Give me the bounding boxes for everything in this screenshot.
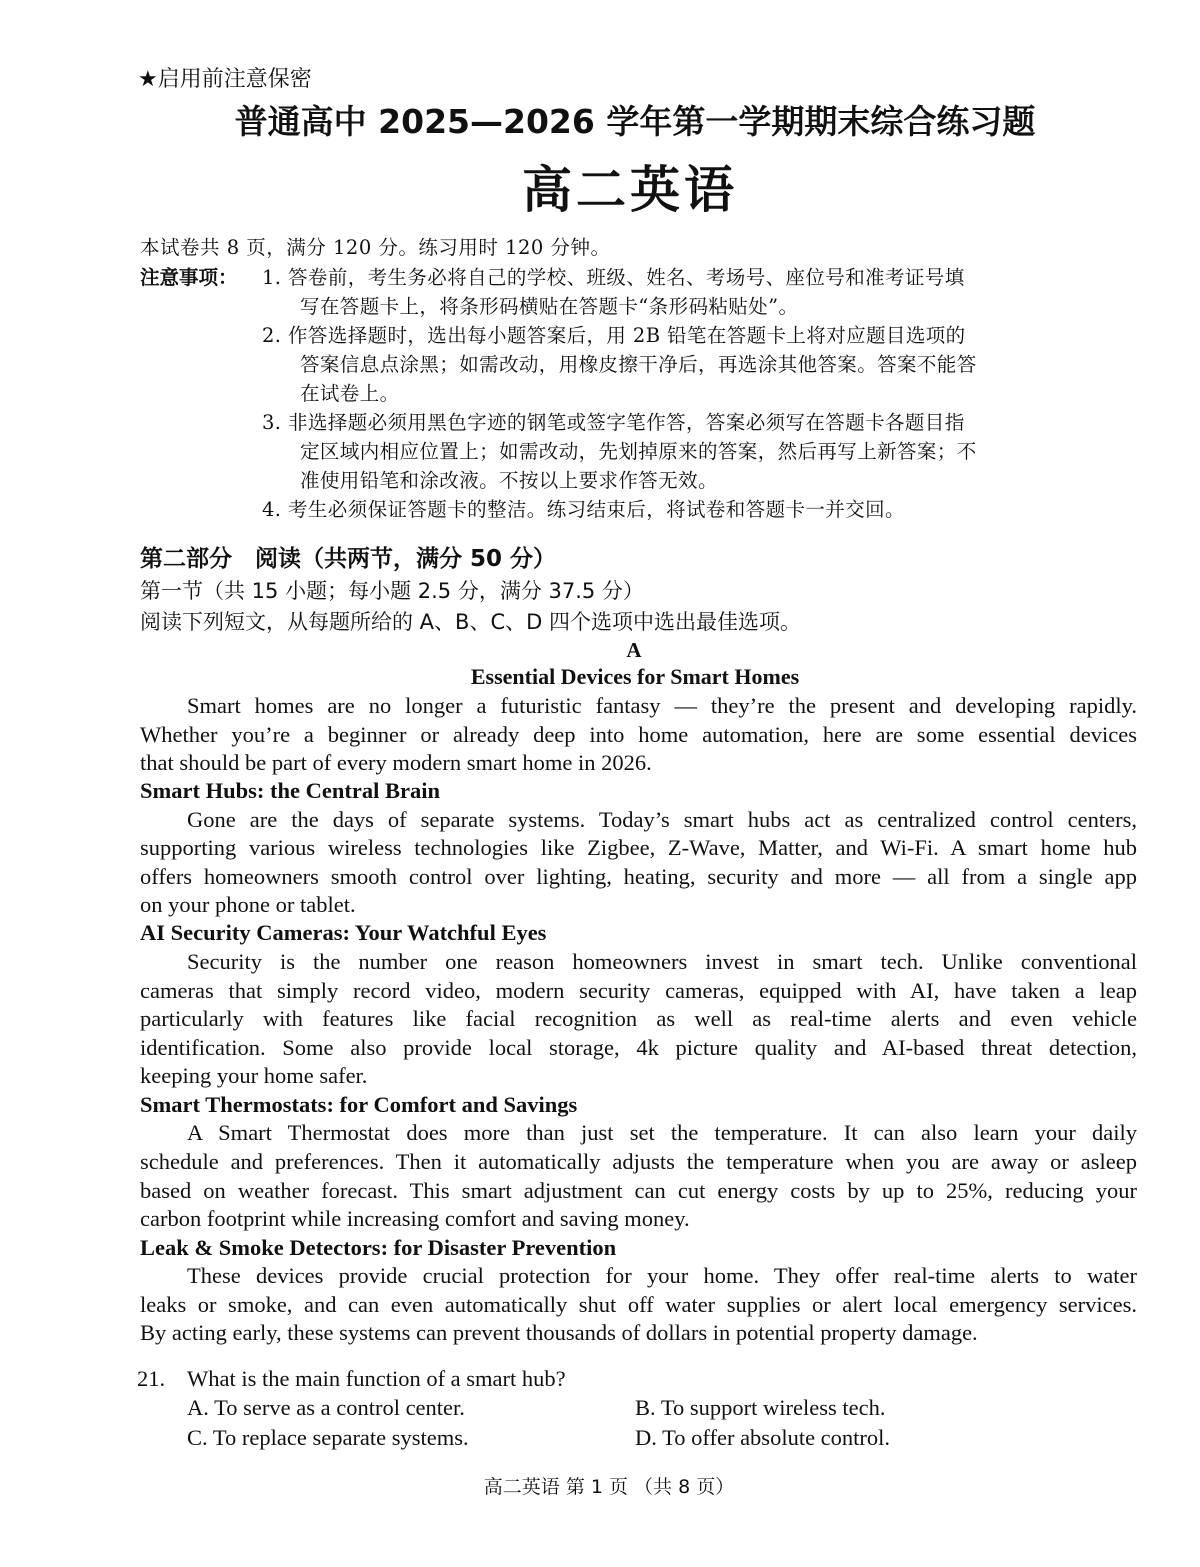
passage-subheading: Smart Hubs: the Central Brain <box>140 778 440 803</box>
note-line: 1. 答卷前，考生务必将自己的学校、班级、姓名、考场号、座位号和准考证号填 <box>262 266 965 289</box>
exam-info-line: 本试卷共 8 页，满分 120 分。练习用时 120 分钟。 <box>140 236 611 259</box>
note-line: 2. 作答选择题时，选出每小题答案后，用 2B 铅笔在答题卡上将对应题目选项的 <box>262 324 966 347</box>
passage-line: Whether you’re a beginner or already deep into home automation, here are some essential devices <box>140 722 1137 747</box>
passage-subheading: AI Security Cameras: Your Watchful Eyes <box>140 920 547 945</box>
passage-line: identification. Some also provide local storage, 4k picture quality and AI-based threat detection, <box>140 1035 1137 1060</box>
note-line: 定区域内相应位置上；如需改动，先划掉原来的答案，然后再写上新答案；不 <box>300 440 977 463</box>
passage-subheading: Leak & Smoke Detectors: for Disaster Prevention <box>140 1235 617 1260</box>
option-b: B. To support wireless tech. <box>635 1395 886 1420</box>
passage-line: that should be part of every modern smart home in 2026. <box>140 750 652 775</box>
section-heading: 第二部分 阅读（共两节，满分 50 分） <box>140 546 557 572</box>
passage-line: keeping your home safer. <box>140 1063 368 1088</box>
passage-line: Security is the number one reason homeowners invest in smart tech. Unlike conventional <box>187 949 1137 974</box>
exam-title: 普通高中 2025—2026 学年第一学期期末综合练习题 <box>234 102 1036 141</box>
passage-line: Smart homes are no longer a futuristic fantasy — they’re the present and developing rapidly. <box>187 693 1137 718</box>
passage-line: carbon footprint while increasing comfort and saving money. <box>140 1206 690 1231</box>
passage-line: By acting early, these systems can prevent thousands of dollars in potential property damage. <box>140 1320 978 1345</box>
option-a: A. To serve as a control center. <box>187 1395 465 1420</box>
section-instruction: 阅读下列短文，从每题所给的 A、B、C、D 四个选项中选出最佳选项。 <box>140 610 801 634</box>
note-line: 准使用铅笔和涂改液。不按以上要求作答无效。 <box>300 469 718 492</box>
note-line: 在试卷上。 <box>300 382 400 405</box>
note-line: 写在答题卡上，将条形码横贴在答题卡“条形码粘贴处”。 <box>300 295 799 318</box>
passage-line: particularly with features like facial recognition as well as real-time alerts and even vehicle <box>140 1006 1137 1031</box>
passage-line: schedule and preferences. Then it automatically adjusts the temperature when you are away or asleep <box>140 1149 1137 1174</box>
passage-line: These devices provide crucial protection for your home. They offer real-time alerts to water <box>187 1263 1137 1288</box>
passage-line: based on weather forecast. This smart adjustment can cut energy costs by up to 25%, reducing your <box>140 1178 1137 1203</box>
passage-line: cameras that simply record video, modern security cameras, equipped with AI, have taken a leap <box>140 978 1137 1003</box>
passage-line: on your phone or tablet. <box>140 892 356 917</box>
passage-line: Gone are the days of separate systems. Today’s smart hubs act as centralized control centers, <box>187 807 1137 832</box>
notes-label: 注意事项： <box>140 266 238 289</box>
passage-title: Essential Devices for Smart Homes <box>470 664 800 689</box>
confidential-notice: ★启用前注意保密 <box>138 67 312 92</box>
passage-subheading: Smart Thermostats: for Comfort and Savings <box>140 1092 578 1117</box>
passage-line: A Smart Thermostat does more than just set the temperature. It can also learn your daily <box>187 1120 1137 1145</box>
section-subheading: 第一节（共 15 小题；每小题 2.5 分，满分 37.5 分） <box>140 579 644 603</box>
subject-title: 高二英语 <box>522 161 738 219</box>
passage-line: supporting various wireless technologies like Zigbee, Z-Wave, Matter, and Wi-Fi. A smart home hub <box>140 835 1137 860</box>
passage-line: offers homeowners smooth control over lighting, heating, security and more — all from a single app <box>140 864 1137 889</box>
option-c: C. To replace separate systems. <box>187 1425 469 1450</box>
note-line: 4. 考生必须保证答题卡的整洁。练习结束后，将试卷和答题卡一并交回。 <box>262 498 905 521</box>
page-footer: 高二英语 第 1 页 （共 8 页） <box>483 1476 735 1498</box>
note-line: 3. 非选择题必须用黑色字迹的钢笔或签字笔作答，答案必须写在答题卡各题目指 <box>262 411 965 434</box>
question-number: 21. <box>137 1366 166 1391</box>
option-d: D. To offer absolute control. <box>635 1425 891 1450</box>
question-stem: What is the main function of a smart hub? <box>187 1366 566 1391</box>
note-line: 答案信息点涂黑；如需改动，用橡皮擦干净后，再选涂其他答案。答案不能答 <box>300 353 977 376</box>
passage-line: leaks or smoke, and can even automatically shut off water supplies or alert local emergency services. <box>140 1292 1137 1317</box>
passage-letter: A <box>626 638 642 662</box>
